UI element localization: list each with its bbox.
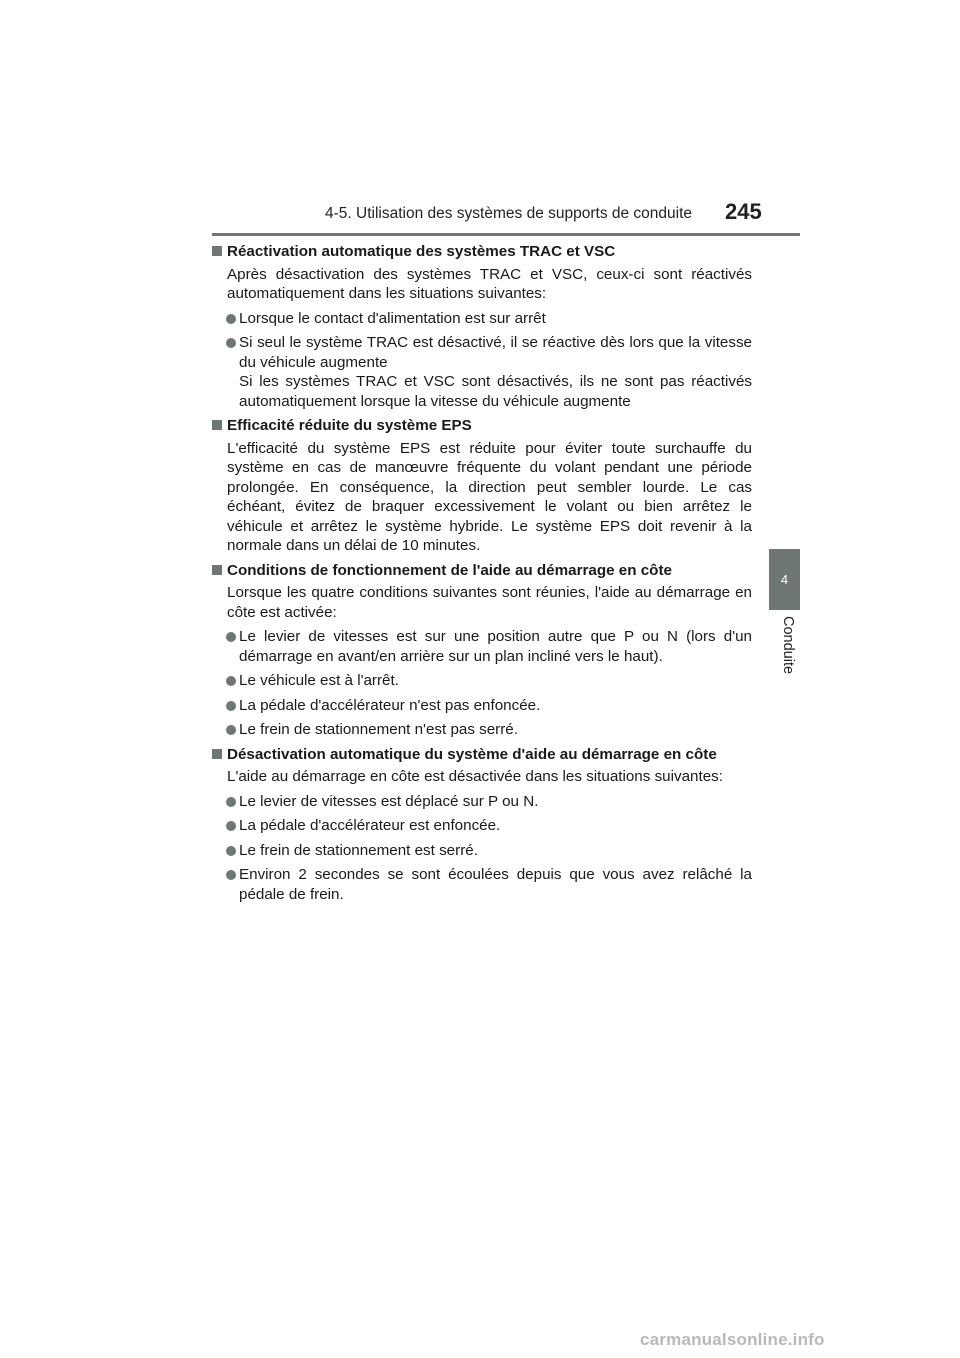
chapter-tab-number: 4 [780,572,789,587]
page-content [212,242,752,909]
chapter-tab-label: Conduite [780,616,796,675]
section-title [212,745,752,765]
section-title-text: Désactivation automatique du système d'aide au démarrage en côte [227,745,717,763]
round-bullet-icon [226,314,236,324]
section-paragraph: Lorsque les quatre conditions suivantes sont réunies, l'aide au démarrage en côte est activée: [227,584,752,621]
round-bullet-icon [226,676,236,686]
bullet-text: Le levier de vitesses est sur une position autre que P ou N (lors d'un démarrage en avant/en arrière sur un plan incliné vers le haut). [239,628,752,665]
bullet-item [212,841,752,861]
round-bullet-icon [226,338,236,348]
page-number: 245 [725,199,762,224]
round-bullet-icon [226,846,236,856]
bullet-text: Environ 2 secondes se sont écoulées depuis que vous avez relâché la pédale de frein. [239,866,752,903]
bullet-item [212,792,752,812]
bullet-item [212,627,752,666]
section [212,416,752,556]
square-bullet-icon [212,565,222,575]
round-bullet-icon [226,632,236,642]
round-bullet-icon [226,821,236,831]
section-title-text: Efficacité réduite du système EPS [227,417,472,434]
bullet-item [212,865,752,904]
bullet-item [212,816,752,836]
bullet-text: La pédale d'accélérateur est enfoncée. [239,817,501,834]
round-bullet-icon [226,797,236,807]
section-title-text: Conditions de fonctionnement de l'aide au démarrage en côte [227,561,672,579]
square-bullet-icon [212,420,222,430]
round-bullet-icon [226,701,236,711]
bullet-item [212,696,752,716]
section [212,561,752,740]
bullet-text: Lorsque le contact d'alimentation est sur arrêt [239,309,546,327]
round-bullet-icon [226,870,236,880]
watermark: carmanualsonline.info [640,1330,825,1349]
bullet-text: Si seul le système TRAC est désactivé, il se réactive dès lors que la vitesse du véhicule augmente [239,334,752,371]
header-rule [212,233,800,236]
section [212,745,752,905]
section [212,242,752,411]
section-paragraph: L'aide au démarrage en côte est désactivée dans les situations suivantes: [227,768,723,785]
section-title-text: Réactivation automatique des systèmes TRAC et VSC [227,243,616,260]
square-bullet-icon [212,246,222,256]
square-bullet-icon [212,749,222,759]
section-title [212,242,752,262]
chapter-tab[interactable] [769,549,800,610]
bullet-item [212,309,752,329]
bullet-text: Le levier de vitesses est déplacé sur P ou N. [239,792,539,810]
bullet-item [212,671,752,691]
bullet-item [212,333,752,411]
section-title [212,561,752,581]
header-title: 4-5. Utilisation des systèmes de supports de conduite [325,205,693,222]
bullet-text: Le frein de stationnement n'est pas serré. [239,721,518,738]
section-paragraph: L'efficacité du système EPS est réduite pour éviter toute surchauffe du système en cas de manœuvre fréquente du volant pendant une période prolongée. En conséquence, la direction peut sembler lourde. Le cas échéant, évitez de braquer excessivement le volant ou bien arrêtez le véhicule et arrêtez le système hybride. Le système EPS doit revenir à la normale dans un délai de 10 minutes. [227,439,752,554]
round-bullet-icon [226,725,236,735]
bullet-text: Si les systèmes TRAC et VSC sont désactivés, ils ne sont pas réactivés automatiquement lorsque la vitesse du véhicule augmente [239,373,752,410]
bullet-text: Le véhicule est à l'arrêt. [239,672,399,689]
bullet-item [212,720,752,740]
bullet-text: La pédale d'accélérateur n'est pas enfoncée. [239,696,541,714]
bullet-text: Le frein de stationnement est serré. [239,841,478,859]
section-paragraph: Après désactivation des systèmes TRAC et VSC, ceux-ci sont réactivés automatiquement dans les situations suivantes: [227,265,752,302]
section-title [212,416,752,436]
